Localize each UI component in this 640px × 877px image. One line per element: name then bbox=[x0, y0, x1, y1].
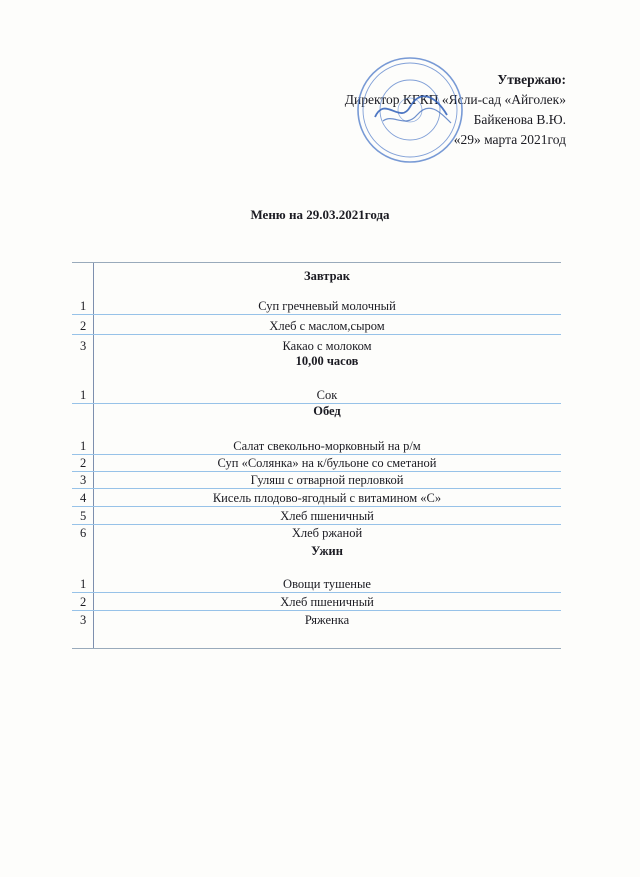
menu-row bbox=[72, 612, 561, 628]
item-number: 6 bbox=[80, 526, 87, 540]
item-number: 1 bbox=[80, 577, 87, 591]
item-number: 2 bbox=[80, 456, 87, 470]
item-name: Суп «Солянка» на к/бульоне со сметаной bbox=[217, 456, 437, 470]
menu-row bbox=[72, 318, 561, 335]
section-header-lunch bbox=[72, 403, 561, 419]
menu-row bbox=[72, 387, 561, 404]
menu-row bbox=[72, 576, 561, 593]
menu-row bbox=[72, 472, 561, 489]
item-number: 1 bbox=[80, 439, 87, 453]
item-name: Сок bbox=[316, 388, 338, 402]
item-name: Хлеб пшеничный bbox=[280, 509, 374, 523]
menu-row bbox=[72, 525, 561, 541]
section-header-dinner bbox=[72, 543, 561, 559]
official-stamp-seal bbox=[355, 55, 465, 165]
section-title: Ужин bbox=[311, 544, 343, 558]
item-name: Ряженка bbox=[304, 613, 350, 627]
item-number: 2 bbox=[80, 595, 87, 609]
item-name: Суп гречневый молочный bbox=[258, 299, 396, 313]
approval-director: Директор КГКП «Ясли-сад «Айголек» bbox=[344, 92, 566, 107]
item-name: Овощи тушеные bbox=[283, 577, 371, 591]
item-name: Салат свекольно-морковный на р/м bbox=[233, 439, 421, 453]
item-name: Какао с молоком bbox=[282, 339, 372, 353]
approval-date: «29» марта 2021год bbox=[453, 132, 566, 147]
item-name: Хлеб пшеничный bbox=[280, 595, 374, 609]
page-title: Меню на 29.03.2021года bbox=[250, 207, 390, 222]
item-number: 3 bbox=[80, 613, 87, 627]
menu-row bbox=[72, 455, 561, 472]
menu-row bbox=[72, 338, 561, 354]
menu-row bbox=[72, 490, 561, 507]
section-title: 10,00 часов bbox=[295, 354, 359, 368]
menu-row bbox=[72, 298, 561, 315]
section-title: Обед bbox=[313, 404, 341, 418]
item-number: 2 bbox=[80, 319, 87, 333]
approval-heading: Утвержаю: bbox=[497, 72, 566, 87]
item-name: Хлеб с маслом,сыром bbox=[269, 319, 385, 333]
approval-name: Байкенова В.Ю. bbox=[473, 112, 566, 127]
item-number: 1 bbox=[80, 299, 87, 313]
menu-row bbox=[72, 438, 561, 455]
item-name: Гуляш с отварной перловкой bbox=[250, 473, 404, 487]
item-number: 3 bbox=[80, 339, 87, 353]
item-number: 5 bbox=[80, 509, 87, 523]
menu-table bbox=[72, 262, 561, 649]
item-number: 1 bbox=[80, 388, 87, 402]
section-header-snack bbox=[72, 353, 561, 369]
item-number: 4 bbox=[80, 491, 87, 505]
section-header-breakfast bbox=[72, 268, 561, 284]
item-number: 3 bbox=[80, 473, 87, 487]
section-title: Завтрак bbox=[304, 269, 350, 283]
menu-row bbox=[72, 594, 561, 611]
item-name: Кисель плодово-ягодный с витамином «С» bbox=[212, 491, 442, 505]
menu-row bbox=[72, 508, 561, 525]
item-name: Хлеб ржаной bbox=[291, 526, 363, 540]
